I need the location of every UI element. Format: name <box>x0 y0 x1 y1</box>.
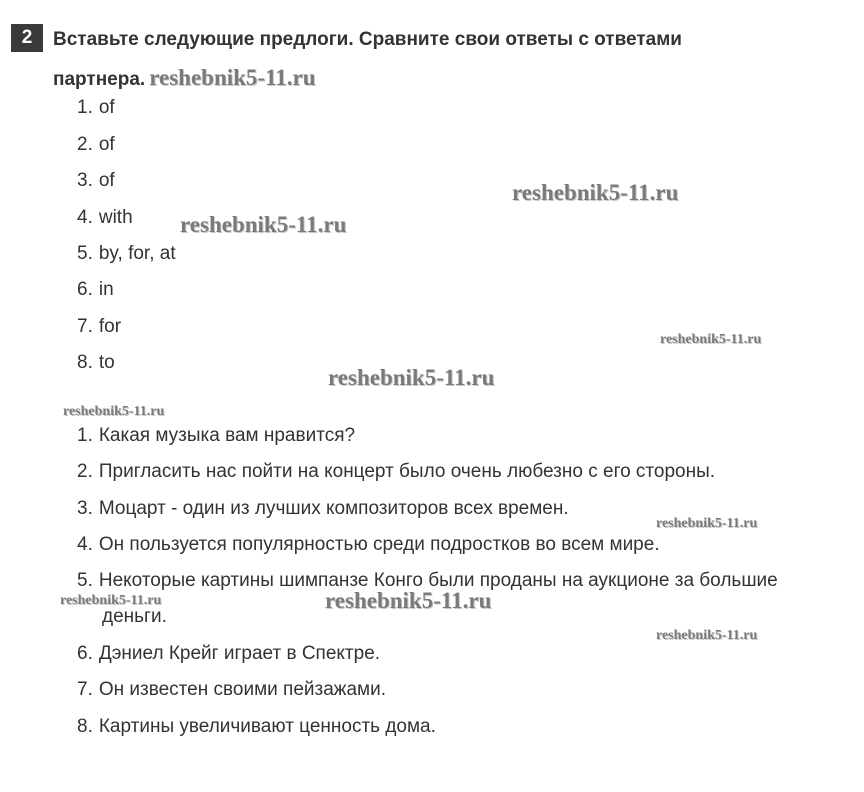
answer-item: 3. of <box>77 170 115 191</box>
answer-item: 5. by, for, at <box>77 243 176 264</box>
task-number-badge: 2 <box>11 24 43 52</box>
watermark: reshebnik5-11.ru <box>660 332 762 347</box>
watermark: reshebnik5-11.ru <box>512 180 679 205</box>
answer-item: 4. with <box>77 207 133 228</box>
translation-item: 4. Он пользуется популярностью среди подростков во всем мире. <box>77 534 660 555</box>
task-title <box>53 21 848 99</box>
task-title-line2: партнера. <box>53 69 146 90</box>
answer-item: 1. of <box>77 97 115 118</box>
translation-item: 5. Некоторые картины шимпанзе Конго были проданы на аукционе за большие деньги. <box>77 570 778 627</box>
watermark: reshebnik5-11.ru <box>60 593 162 608</box>
watermark: reshebnik5-11.ru <box>149 65 316 90</box>
watermark: reshebnik5-11.ru <box>325 588 492 613</box>
translation-item: 3. Моцарт - один из лучших композиторов всех времен. <box>77 498 569 519</box>
translation-item: 6. Дэниел Крейг играет в Спектре. <box>77 643 381 664</box>
answer-item: 7. for <box>77 316 122 337</box>
watermark: reshebnik5-11.ru <box>63 404 165 419</box>
watermark: reshebnik5-11.ru <box>656 628 758 643</box>
watermark: reshebnik5-11.ru <box>328 365 495 390</box>
translation-item: 1. Какая музыка вам нравится? <box>77 425 356 446</box>
watermark: reshebnik5-11.ru <box>180 212 347 237</box>
answer-item: 2. of <box>77 134 115 155</box>
answer-item: 6. in <box>77 279 114 300</box>
watermark: reshebnik5-11.ru <box>656 516 758 531</box>
translation-item: 7. Он известен своими пейзажами. <box>77 679 387 700</box>
translation-item: 2. Пригласить нас пойти на концерт было очень любезно с его стороны. <box>77 461 716 482</box>
answer-item: 8. to <box>77 352 115 373</box>
task-title-line1: Вставьте следующие предлоги. Сравните свои ответы с ответами <box>53 29 682 50</box>
translation-item: 8. Картины увеличивают ценность дома. <box>77 716 436 737</box>
